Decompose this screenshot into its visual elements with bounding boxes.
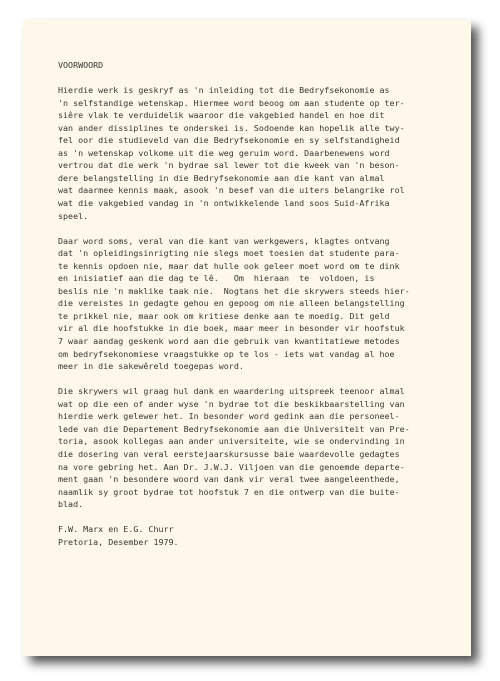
text-line: dere belangstelling in die Bedryfsekonomie aan die kant van almal: [58, 172, 385, 183]
text-line: vir al die hoofstukke in die boek, maar meer in besonder vir hoofstuk: [58, 323, 405, 334]
text-line: toria, asook kollegas aan ander universiteite, wie se ondervinding in: [58, 436, 405, 447]
text-line: fel oor die studieveld van die Bedryfsekonomie en sy selfstandigheid: [58, 135, 400, 146]
page-title: VOORWOORD: [58, 60, 104, 70]
text-line: dat 'n opleidingsinrigting nie slegs moet toesien dat studente para-: [58, 248, 400, 259]
text-line: na vore gebring het. Aan Dr. J.W.J. Viljoen van die genoemde departe-: [58, 461, 405, 472]
text-line: Hierdie werk is geskryf as 'n inleiding tot die Bedryfsekonomie as: [58, 85, 390, 96]
author-names: F.W. Marx en E.G. Churr: [58, 524, 174, 535]
text-line: blad.: [58, 499, 84, 510]
text-line: wat op die een of ander wyse 'n bydrae tot die beskikbaarstelling van: [58, 398, 405, 409]
text-line: hierdie werk gelewer het. In besonder word gedink aan die personeel-: [58, 411, 400, 422]
text-line: as 'n wetenskap volkome uit die weg geruim word. Daarbenewens word: [58, 147, 390, 158]
text-line: en inisiatief aan die dag te lê. Om hieraan te voldoen, is: [58, 273, 375, 284]
paragraph-acknowledgements: [58, 385, 451, 510]
text-line: die dosering van veral eerstejaarskursusse baie waardevolle gedagtes: [58, 448, 400, 459]
text-line: 'n selfstandige wetenskap. Hiermee word beoog om aan studente op ter-: [58, 97, 405, 108]
text-line: siêre vlak te verduidelik waaroor die vakgebied handel en hoe dit: [58, 110, 385, 121]
text-line: lede van die Departement Bedryfsekonomie aan die Universiteit van Pre-: [58, 423, 410, 434]
text-line: beslis nie 'n maklike taak nie. Nogtans het die skrywers steeds hier-: [58, 285, 410, 296]
text-line: Daar word soms, veral van die kant van werkgewers, klagtes ontvang: [58, 235, 390, 246]
signature-block: [58, 523, 451, 548]
paragraph-intro: [58, 84, 451, 222]
text-line: vertrou dat die werk 'n bydrae sal lewer tot die kweek van 'n beson-: [58, 160, 400, 171]
text-line: speel.: [58, 210, 89, 221]
text-line: 7 waar aandag geskenk word aan die gebruik van kwantitatiewe metodes: [58, 336, 400, 347]
text-line: van ander dissiplines te onderskei is. Sodoende kan hopelik alle twy-: [58, 122, 405, 133]
text-line: om bedryfsekonomiese vraagstukke op te los - iets wat vandag al hoe: [58, 348, 395, 359]
paragraph-aims: [58, 235, 451, 373]
text-line: wat daarmee kennis maak, asook 'n besef van die uiters belangrike rol: [58, 185, 405, 196]
text-line: meer in die sakewêreld toegepas word.: [58, 361, 244, 372]
text-line: wat die vakgebied vandag in 'n ontwikkelende land soos Suid-Afrika: [58, 198, 390, 209]
text-line: Die skrywers wil graag hul dank en waardering uitspreek teenoor almal: [58, 386, 405, 397]
text-line: te kennis opdoen nie, maar dat hulle ook geleer moet word om te dink: [58, 260, 400, 271]
document-page: [23, 20, 471, 656]
text-line: ment gaan 'n besondere woord van dank vir veral twee aangeleenthede,: [58, 474, 400, 485]
text-line: die vereistes in gedagte gehou en gepoog om nie alleen belangstelling: [58, 298, 405, 309]
place-date: Pretoria, Desember 1979.: [58, 536, 179, 547]
text-line: naamlik sy groot bydrae tot hoofstuk 7 en die ontwerp van die buite-: [58, 486, 400, 497]
text-line: te prikkel nie, maar ook om kritiese denke aan te moedig. Dit geld: [58, 310, 390, 321]
